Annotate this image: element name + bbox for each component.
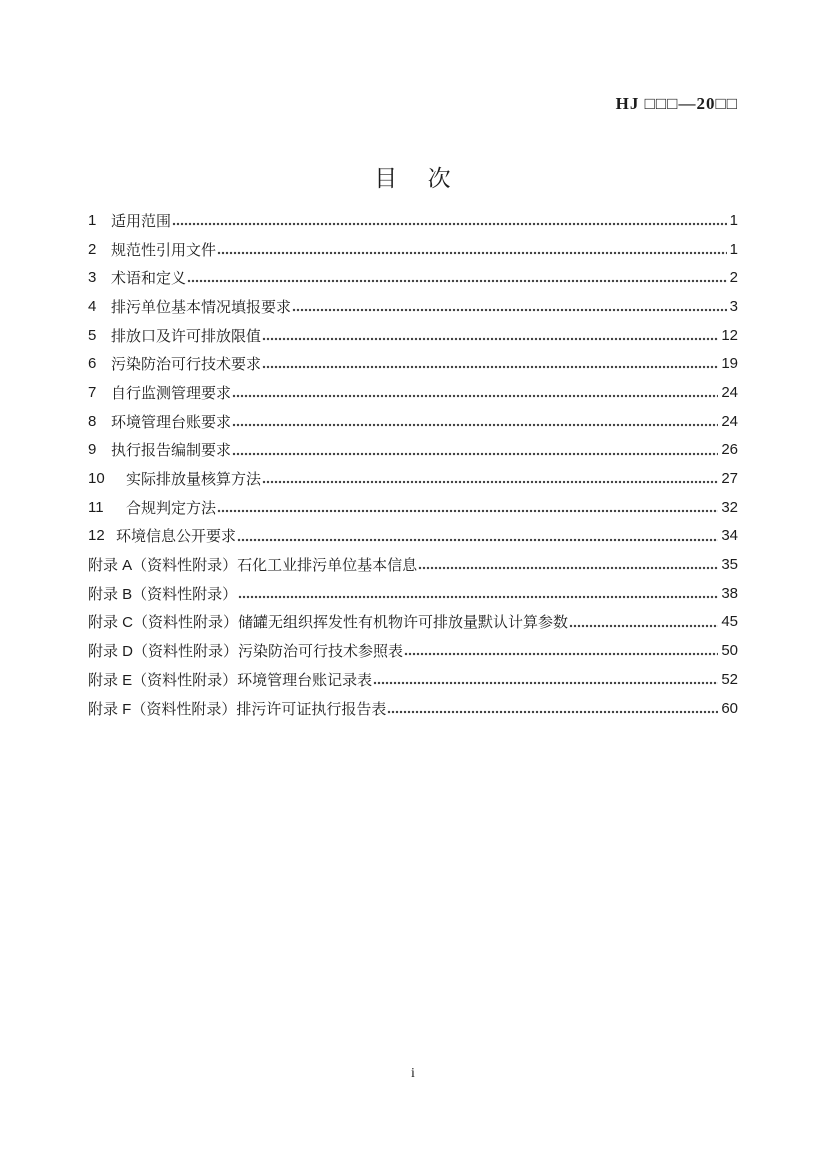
toc-entry-number: 12 xyxy=(88,527,105,545)
dotted-leader xyxy=(404,636,718,665)
toc-entry-number: 10 xyxy=(88,470,105,488)
toc-entry-number: 5 xyxy=(88,326,97,344)
toc-entry-title: 附录 E（资料性附录）环境管理台账记录表 xyxy=(88,671,373,689)
toc-entry-title: 实际排放量核算方法 xyxy=(126,471,262,489)
toc-entry-appendix xyxy=(88,636,738,665)
toc-entry-page: 52 xyxy=(721,670,738,688)
toc-entry-title: 自行监测管理要求 xyxy=(111,384,232,402)
toc-entry-title: 规范性引用文件 xyxy=(111,241,217,259)
dotted-leader xyxy=(232,407,718,436)
toc-entry xyxy=(88,464,738,493)
toc-entry-page: 27 xyxy=(721,470,738,488)
dotted-leader xyxy=(418,550,718,579)
toc-entry-appendix xyxy=(88,579,738,608)
toc-entry-title: 术语和定义 xyxy=(111,270,187,288)
toc-entry xyxy=(88,407,738,436)
dotted-leader xyxy=(172,206,727,235)
toc-entry-number: 6 xyxy=(88,355,97,373)
toc-entry-title: 环境管理台账要求 xyxy=(111,413,232,431)
toc-entry-number: 7 xyxy=(88,383,97,401)
toc-entry-page: 35 xyxy=(721,556,738,574)
toc-entry-page: 60 xyxy=(721,699,738,717)
toc-entry-page: 34 xyxy=(721,527,738,545)
toc-entry-number: 11 xyxy=(88,498,104,516)
toc-entry-title: 附录 D（资料性附录）污染防治可行技术参照表 xyxy=(88,643,404,661)
toc-entry-number: 2 xyxy=(88,240,97,258)
toc-entry-title: 排放口及许可排放限值 xyxy=(111,327,262,345)
toc-entry-page: 24 xyxy=(721,412,738,430)
toc-entry-page: 38 xyxy=(721,584,738,602)
toc-entry-number: 3 xyxy=(88,269,97,287)
toc-entry xyxy=(88,263,738,292)
toc-entry-number: 9 xyxy=(88,441,97,459)
toc-entry-page: 3 xyxy=(729,297,738,315)
dotted-leader xyxy=(262,464,718,493)
dotted-leader xyxy=(373,665,718,694)
toc-entry-page: 24 xyxy=(721,383,738,401)
toc-entry-number: 8 xyxy=(88,412,97,430)
dotted-leader xyxy=(232,378,718,407)
toc-entry-appendix xyxy=(88,665,738,694)
dotted-leader xyxy=(262,349,718,378)
toc-entry-title: 附录 A（资料性附录）石化工业排污单位基本信息 xyxy=(88,557,418,575)
toc-entry-page: 26 xyxy=(721,441,738,459)
dotted-leader xyxy=(187,263,727,292)
dotted-leader xyxy=(387,694,718,723)
toc-entry-page: 45 xyxy=(721,613,738,631)
toc-entry-title: 污染防治可行技术要求 xyxy=(111,356,262,374)
toc-entry-page: 2 xyxy=(729,269,738,287)
dotted-leader xyxy=(232,436,718,465)
dotted-leader xyxy=(238,579,718,608)
toc-entry-appendix xyxy=(88,608,738,637)
toc-entry-page: 1 xyxy=(729,211,738,229)
toc-entry-title: 执行报告编制要求 xyxy=(111,442,232,460)
toc-entry xyxy=(88,378,738,407)
toc-entry-title: 附录 C（资料性附录）储罐无组织挥发性有机物许可排放量默认计算参数 xyxy=(88,614,569,632)
toc-entry-title: 附录 F（资料性附录）排污许可证执行报告表 xyxy=(88,700,387,718)
doc-code-header: HJ □□□—20□□ xyxy=(615,94,738,113)
toc-entry xyxy=(88,349,738,378)
dotted-leader xyxy=(217,493,718,522)
toc-entry-page: 32 xyxy=(721,498,738,516)
toc-entry xyxy=(88,436,738,465)
dotted-leader xyxy=(569,608,718,637)
page-number-footer: i xyxy=(411,1066,415,1081)
toc-entry-page: 19 xyxy=(721,355,738,373)
toc-entry-page: 12 xyxy=(721,326,738,344)
dotted-leader xyxy=(237,522,718,551)
dotted-leader xyxy=(217,235,727,264)
dotted-leader xyxy=(262,321,718,350)
toc-entry-title: 附录 B（资料性附录） xyxy=(88,585,238,603)
toc-entry-page: 50 xyxy=(721,642,738,660)
toc-list xyxy=(88,206,738,722)
toc-entry-title: 排污单位基本情况填报要求 xyxy=(111,298,292,316)
toc-entry-appendix xyxy=(88,694,738,723)
dotted-leader xyxy=(292,292,727,321)
toc-entry-number: 1 xyxy=(88,211,97,229)
toc-entry xyxy=(88,292,738,321)
toc-entry-title: 环境信息公开要求 xyxy=(116,528,237,546)
toc-entry xyxy=(88,206,738,235)
toc-entry-number: 4 xyxy=(88,297,97,315)
toc-entry-page: 1 xyxy=(729,240,738,258)
toc-entry xyxy=(88,235,738,264)
toc-title: 目 次 xyxy=(374,165,452,191)
toc-entry xyxy=(88,321,738,350)
toc-entry-title: 合规判定方法 xyxy=(126,499,217,517)
toc-entry xyxy=(88,493,738,522)
toc-entry-appendix xyxy=(88,550,738,579)
toc-entry xyxy=(88,522,738,551)
toc-entry-title: 适用范围 xyxy=(111,212,172,230)
